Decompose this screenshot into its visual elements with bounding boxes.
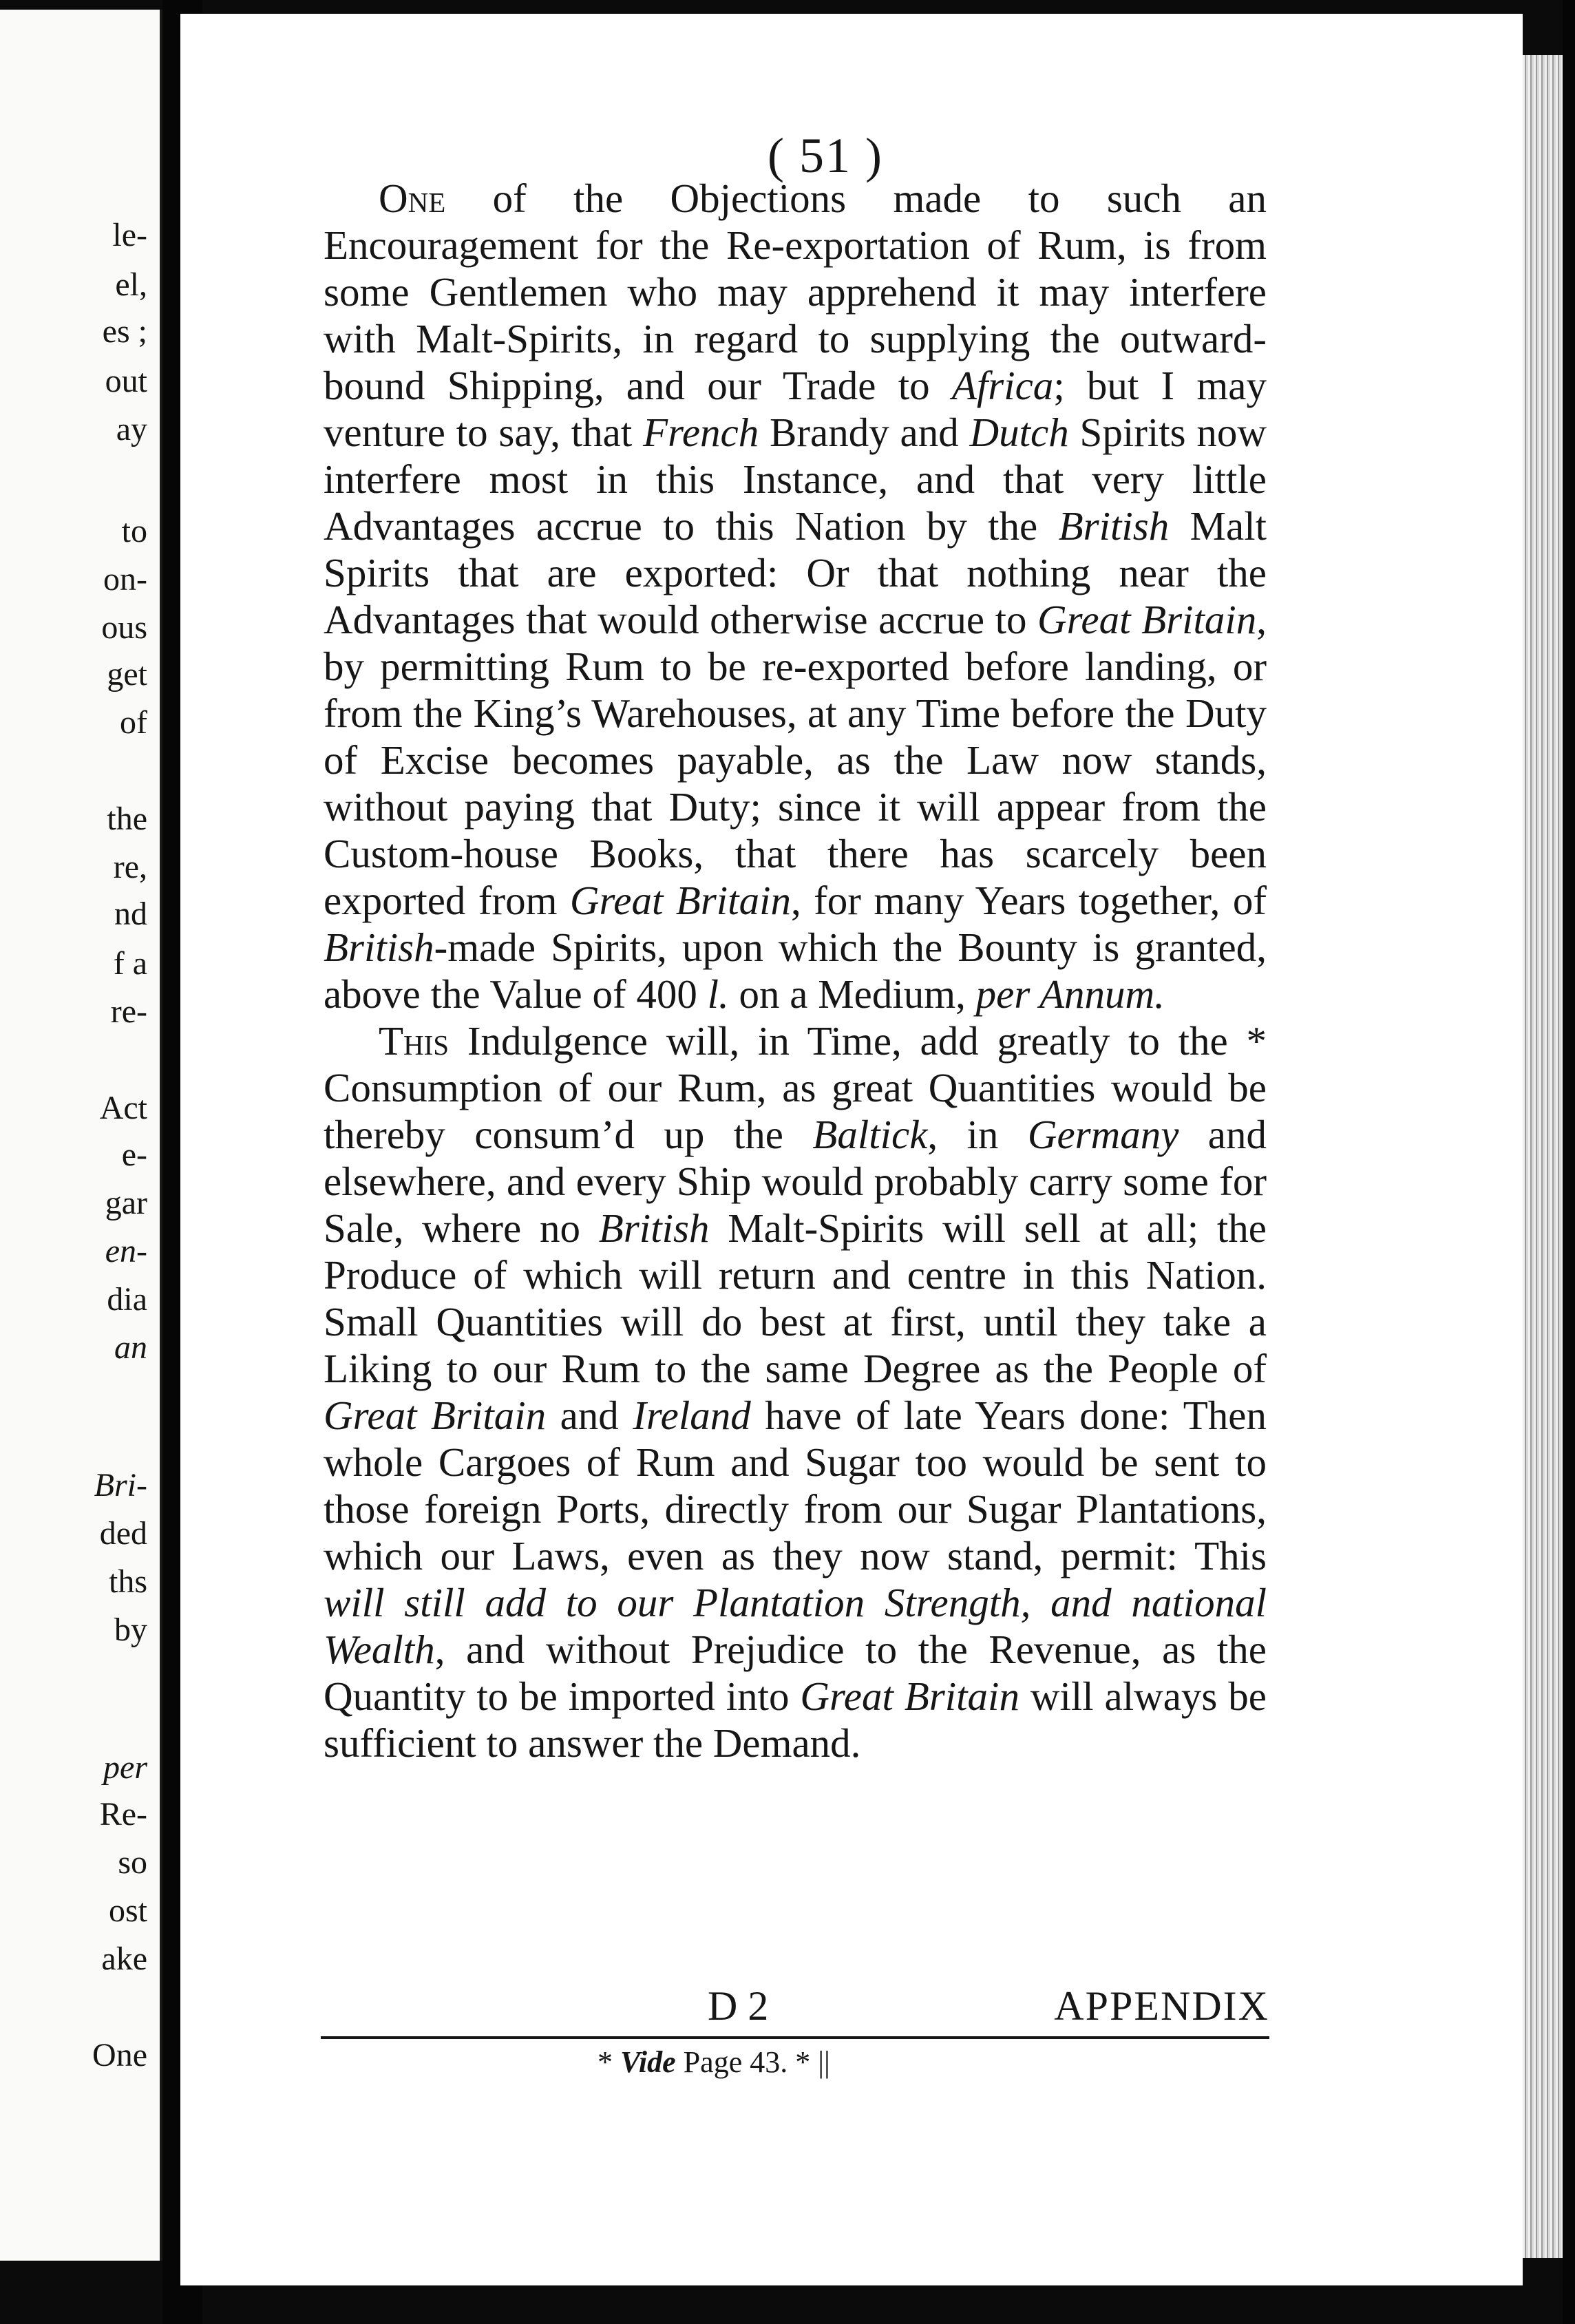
text-run: Brandy and — [759, 410, 970, 455]
text-run: on a Medium, — [728, 971, 976, 1017]
catchword: APPENDIX — [1054, 1983, 1269, 2029]
italic-run: Africa — [951, 363, 1054, 408]
italic-run: Germany — [1027, 1112, 1179, 1157]
text-run: , for many Years together, of — [790, 878, 1267, 923]
italic-run: British — [598, 1205, 710, 1251]
facing-page-text-fragment: ous — [101, 609, 147, 646]
facing-page-text-fragment: re, — [113, 849, 147, 885]
footnote-page: Page 43. — [683, 2045, 788, 2079]
text-run: have of late Years done: Then whole Cargoes of Rum and Sugar too would be sent to those foreign Ports, directly from our Sugar Plantations, which our Laws, even as they now stand, permit: This — [324, 1393, 1267, 1578]
italic-run: l. — [707, 971, 729, 1017]
italic-run: Great Britain — [569, 878, 791, 923]
scan-border — [1563, 0, 1575, 2324]
italic-run: Ireland — [633, 1393, 751, 1438]
facing-page-text-fragment: ost — [108, 1892, 147, 1929]
paragraph — [324, 175, 1267, 1017]
italic-run: Dutch — [969, 410, 1069, 455]
page-edges — [1523, 55, 1563, 2258]
facing-page-text-fragment: Bri- — [94, 1467, 147, 1503]
footnote-vide: Vide — [620, 2045, 676, 2079]
facing-page-text-fragment: le- — [112, 217, 147, 253]
facing-page-text-fragment: nd — [114, 896, 147, 932]
facing-page-text-fragment: by — [114, 1612, 147, 1648]
small-caps-run: One — [379, 176, 446, 221]
facing-page-text-fragment: Re- — [99, 1796, 147, 1832]
facing-page-text-fragment: of — [120, 704, 147, 741]
facing-page-text-fragment: on- — [103, 561, 147, 598]
facing-page-text-fragment: get — [107, 656, 147, 693]
facing-page-text-fragment: ake — [101, 1941, 147, 1977]
italic-run: French — [643, 410, 759, 455]
facing-page-text-fragment: One — [92, 2037, 147, 2073]
text-run: and elsewhere, and every Ship would probably carry some for Sale, where no — [324, 1112, 1267, 1251]
text-run: will always be sufficient to answer the Demand. — [324, 1673, 1267, 1766]
facing-page-text-fragment: per — [103, 1749, 147, 1786]
facing-page-text-fragment: es ; — [102, 313, 147, 350]
small-caps-run: This — [379, 1018, 450, 1064]
facing-page-text-fragment: so — [118, 1844, 147, 1881]
facing-page-fragment — [0, 10, 162, 2261]
facing-page-text-fragment: out — [105, 363, 147, 399]
italic-run: Great Britain — [1037, 597, 1257, 642]
text-run: -made Spirits, upon which the Bounty is granted, above the Value of 400 — [324, 925, 1267, 1017]
facing-page-text-fragment: the — [107, 801, 147, 837]
facing-page-text-fragment: ay — [116, 411, 147, 447]
italic-run: Baltick — [812, 1112, 928, 1157]
facing-page-text-fragment: gar — [105, 1185, 147, 1221]
facing-page-text-fragment: an — [114, 1329, 147, 1366]
text-run: and — [546, 1393, 633, 1438]
italic-run: Great Britain — [324, 1393, 547, 1438]
paragraph — [324, 1017, 1267, 1766]
footnote-tail: * || — [795, 2045, 830, 2079]
italic-run: Great Britain — [800, 1673, 1019, 1719]
facing-page-text-fragment: en- — [105, 1233, 147, 1269]
footnote — [598, 2047, 830, 2078]
text-run: , by permitting Rum to be re-exported before landing, or from the King’s Warehouses, at any Time before the Duty of Excise becomes payable, as the Law now stands, without paying that Duty; since it will appear from the Custom-house Books, that there has scarcely been exported from — [324, 597, 1267, 923]
text-run: of the Objections made to such an Encouragement for the Re-exportation of Rum, is from some Gentlemen who may apprehend it may interfere with Malt-Spirits, in regard to supplying the outward-bound Shipping, and our Trade to — [324, 176, 1267, 408]
body-text — [324, 175, 1267, 1766]
facing-page-text-fragment: ths — [108, 1563, 147, 1600]
facing-page-text-fragment: dia — [107, 1281, 147, 1318]
footnote-mark: * — [598, 2045, 613, 2079]
text-run: ; but I may venture to say, that — [324, 363, 1267, 455]
text-run: Spirits now interfere most in this Instance, and that very little Advantages accrue to this Nation by the — [324, 410, 1267, 549]
italic-run: British — [1058, 503, 1170, 549]
text-run: Indulgence will, in Time, add greatly to the * Consumption of our Rum, as great Quantities would be thereby consum’d up the — [324, 1018, 1267, 1157]
facing-page-text-fragment: el, — [115, 266, 147, 303]
page-number: ( 51 ) — [768, 128, 883, 183]
facing-page-text-fragment: f a — [113, 945, 147, 982]
text-run: Malt Spirits that are exported: Or that nothing near the Advantages that would otherwise accrue to — [324, 503, 1267, 642]
footnote-rule — [321, 2036, 1269, 2039]
facing-page-text-fragment: re- — [110, 993, 147, 1030]
facing-page-text-fragment: e- — [121, 1137, 147, 1173]
text-run: , and without Prejudice to the Revenue, as the Quantity to be imported into — [324, 1627, 1267, 1719]
facing-page-text-fragment: ded — [99, 1515, 147, 1552]
facing-page-text-fragment: Act — [99, 1090, 147, 1126]
italic-run: will still add to our Plantation Strength, and national Wealth — [324, 1580, 1267, 1672]
facing-page-text-fragment: to — [121, 513, 147, 549]
signature-mark: D 2 — [708, 1983, 769, 2029]
italic-run: British — [324, 925, 434, 970]
text-run: , in — [927, 1112, 1028, 1157]
text-run: Malt-Spirits will sell at all; the Produce of which will return and centre in this Nation. Small Quantities will do best at first, until they take a Liking to our Rum to the same Degree as the People of — [324, 1205, 1267, 1391]
italic-run: per Annum. — [975, 971, 1165, 1017]
